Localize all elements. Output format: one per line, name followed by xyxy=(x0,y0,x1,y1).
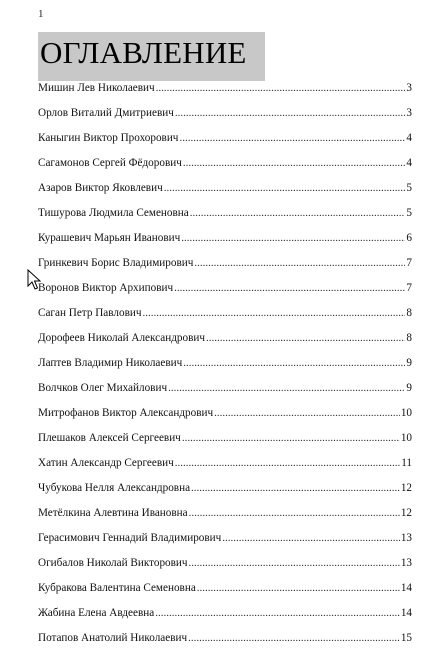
toc-entry-page: 9 xyxy=(406,357,412,369)
toc-entry-page: 7 xyxy=(406,257,412,269)
toc-entry-name: Сагамонов Сергей Фёдорович xyxy=(38,157,182,169)
toc-entry-page: 5 xyxy=(406,207,412,219)
toc-entry-name: Саган Петр Павлович xyxy=(38,307,142,319)
toc-entry-name: Тишурова Людмила Семеновна xyxy=(38,207,189,219)
toc-entry[interactable] xyxy=(38,630,412,655)
toc-dot-leader xyxy=(183,155,406,171)
toc-entry-name: Митрофанов Виктор Александрович xyxy=(38,407,214,419)
toc-dot-leader xyxy=(179,130,405,146)
toc-dot-leader xyxy=(197,580,400,596)
toc-dot-leader xyxy=(214,405,400,421)
toc-entry[interactable] xyxy=(38,405,412,430)
mouse-pointer-icon xyxy=(27,269,41,291)
toc-entry[interactable] xyxy=(38,430,412,455)
toc-dot-leader xyxy=(183,355,405,371)
toc-dot-leader xyxy=(191,480,400,496)
toc-entry[interactable] xyxy=(38,505,412,530)
toc-heading xyxy=(38,32,265,81)
toc-entry[interactable] xyxy=(38,380,412,405)
toc-entry-name: Орлов Виталий Дмитриевич xyxy=(38,107,174,119)
toc-entry[interactable] xyxy=(38,280,412,305)
toc-entry[interactable] xyxy=(38,180,412,205)
toc-entry-page: 9 xyxy=(406,382,412,394)
toc-dot-leader xyxy=(188,630,400,646)
toc-entry-page: 6 xyxy=(406,232,412,244)
toc-entry-name: Хатин Александр Сергеевич xyxy=(38,457,174,469)
toc-entry-name: Герасимович Геннадий Владимирович xyxy=(38,532,222,544)
table-of-contents xyxy=(38,80,412,655)
toc-dot-leader xyxy=(155,605,400,621)
toc-entry[interactable] xyxy=(38,580,412,605)
toc-entry-page: 3 xyxy=(406,82,412,94)
toc-entry-page: 4 xyxy=(406,157,412,169)
toc-entry-page: 8 xyxy=(406,332,412,344)
toc-entry-page: 15 xyxy=(400,632,412,644)
toc-entry-name: Воронов Виктор Архипович xyxy=(38,282,174,294)
toc-entry-page: 13 xyxy=(400,557,412,569)
toc-entry-name: Мишин Лев Николаевич xyxy=(38,82,155,94)
toc-entry[interactable] xyxy=(38,480,412,505)
toc-dot-leader xyxy=(164,180,406,196)
toc-entry-page: 10 xyxy=(400,432,412,444)
toc-entry-page: 4 xyxy=(406,132,412,144)
toc-entry-name: Лаптев Владимир Николаевич xyxy=(38,357,183,369)
toc-entry-page: 12 xyxy=(400,482,412,494)
toc-entry[interactable] xyxy=(38,305,412,330)
toc-dot-leader xyxy=(222,530,400,546)
toc-entry[interactable] xyxy=(38,205,412,230)
toc-entry-name: Гринкевич Борис Владимирович xyxy=(38,257,194,269)
toc-entry-name: Потапов Анатолий Николаевич xyxy=(38,632,188,644)
toc-entry-name: Жабина Елена Авдеевна xyxy=(38,607,155,619)
toc-entry-name: Кубракова Валентина Семеновна xyxy=(38,582,196,594)
toc-entry-page: 12 xyxy=(400,507,412,519)
page-number: 1 xyxy=(38,8,44,20)
toc-entry[interactable] xyxy=(38,105,412,130)
toc-entry-page: 7 xyxy=(406,282,412,294)
toc-entry-name: Чубукова Нелля Александровна xyxy=(38,482,191,494)
toc-dot-leader xyxy=(182,430,400,446)
toc-dot-leader xyxy=(190,205,406,221)
toc-heading-text: ОГЛАВЛЕНИЕ xyxy=(40,35,247,70)
toc-entry-name: Метёлкина Алевтина Ивановна xyxy=(38,507,188,519)
toc-entry[interactable] xyxy=(38,155,412,180)
toc-entry[interactable] xyxy=(38,605,412,630)
toc-dot-leader xyxy=(189,505,400,521)
toc-entry-name: Курашевич Марьян Иванович xyxy=(38,232,181,244)
toc-dot-leader xyxy=(194,255,405,271)
toc-entry-page: 5 xyxy=(406,182,412,194)
toc-dot-leader xyxy=(156,80,406,96)
toc-dot-leader xyxy=(181,230,405,246)
toc-entry-name: Огибалов Николай Викторович xyxy=(38,557,188,569)
toc-entry[interactable] xyxy=(38,130,412,155)
toc-dot-leader xyxy=(189,555,400,571)
toc-entry-name: Волчков Олег Михайлович xyxy=(38,382,168,394)
toc-entry-page: 10 xyxy=(400,407,412,419)
toc-dot-leader xyxy=(174,280,405,296)
toc-entry-page: 11 xyxy=(401,457,412,469)
toc-entry[interactable] xyxy=(38,330,412,355)
toc-entry-page: 8 xyxy=(406,307,412,319)
toc-entry[interactable] xyxy=(38,555,412,580)
toc-dot-leader xyxy=(175,105,406,121)
toc-entry[interactable] xyxy=(38,255,412,280)
toc-entry-page: 14 xyxy=(400,607,412,619)
toc-entry-name: Каныгин Виктор Прохорович xyxy=(38,132,179,144)
toc-dot-leader xyxy=(142,305,405,321)
toc-entry[interactable] xyxy=(38,530,412,555)
toc-entry[interactable] xyxy=(38,80,412,105)
toc-entry[interactable] xyxy=(38,355,412,380)
toc-dot-leader xyxy=(206,330,405,346)
toc-entry[interactable] xyxy=(38,455,412,480)
toc-dot-leader xyxy=(168,380,405,396)
toc-entry-page: 13 xyxy=(400,532,412,544)
toc-entry-page: 3 xyxy=(406,107,412,119)
toc-dot-leader xyxy=(175,455,400,471)
toc-entry-page: 14 xyxy=(400,582,412,594)
toc-entry-name: Дорофеев Николай Александрович xyxy=(38,332,205,344)
toc-entry-name: Плешаков Алексей Сергеевич xyxy=(38,432,181,444)
toc-entry[interactable] xyxy=(38,230,412,255)
toc-entry-name: Азаров Виктор Яковлевич xyxy=(38,182,163,194)
